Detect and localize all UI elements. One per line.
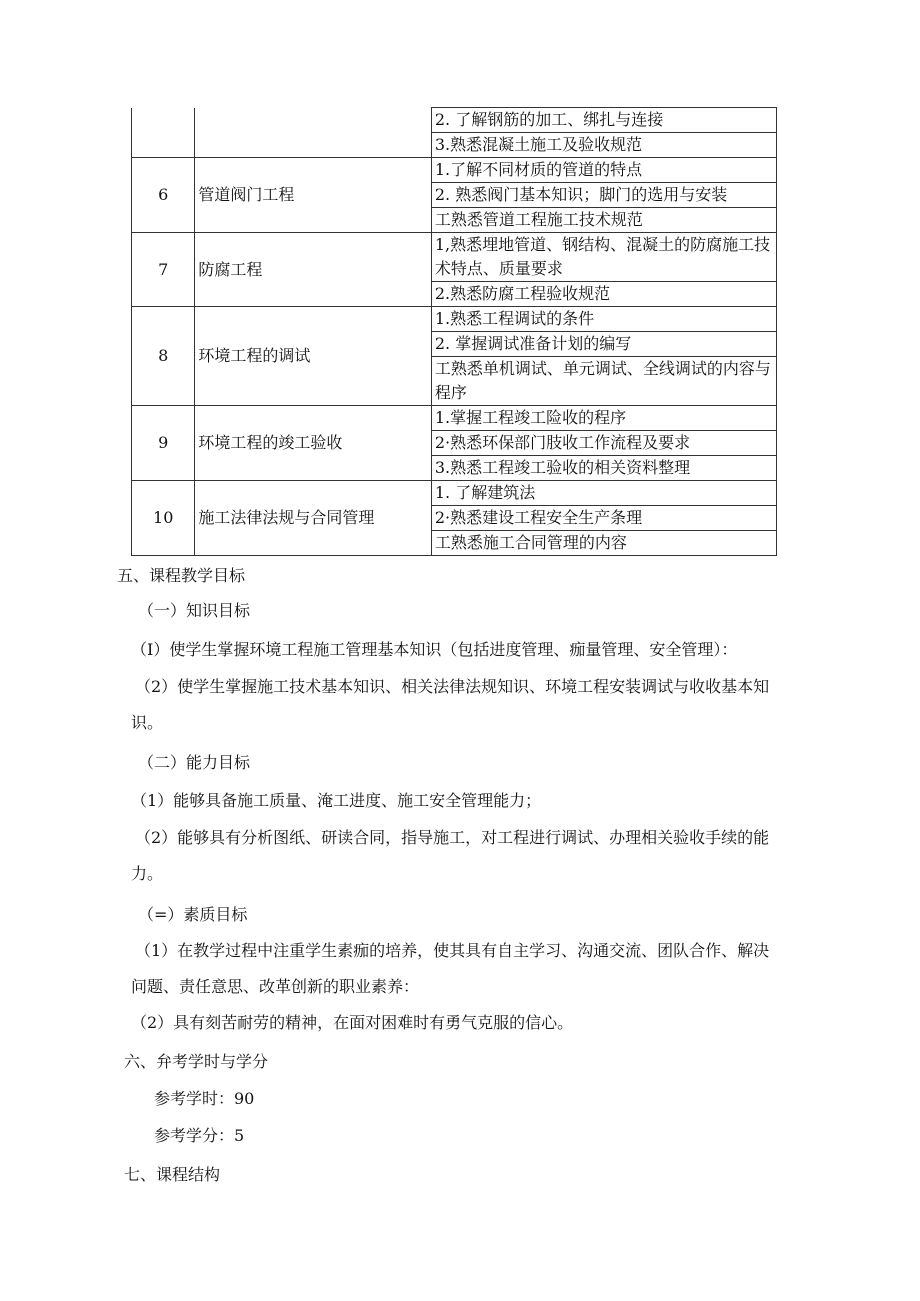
row-item: 2·熟悉环保部门肢收工作流程及要求: [431, 431, 776, 456]
reference-credits: 参考学分：5: [154, 1126, 245, 1145]
ability-goal-1: （1）能够具备施工质量、淹工进度、施工安全管理能力；: [131, 791, 542, 810]
knowledge-goals-heading: （一）知识目标: [138, 601, 251, 620]
row-item: 1.掌握工程竣工险收的程序: [431, 406, 776, 431]
quality-goals-heading: （=）素质目标: [138, 905, 248, 924]
row-topic: 环境工程的调试: [195, 307, 431, 406]
row-item: 2·熟悉建设工程安全生产条理: [431, 506, 776, 531]
row-item: 1,熟悉埋地管道、钢结构、混凝土的防腐施工技术特点、质量要求: [431, 233, 776, 282]
ability-goal-2: （2）能够具有分析图纸、研读合同，指导施工，对工程进行调试、办理相关验收手续的能力。: [131, 828, 770, 883]
knowledge-goal-2: （2）使学生掌握施工技术基本知识、相关法律法规知识、环境工程安装调试与收收基本知识。: [131, 677, 770, 732]
row-item: 3.熟悉混凝土施工及验收规范: [431, 133, 776, 158]
row-item: 1.了解不同材质的管道的特点: [431, 158, 776, 183]
course-content-table: [131, 107, 777, 556]
quality-goal-1: （1）在教学过程中注重学生素痂的培养，使其具有自主学习、沟通交流、团队合作、解决问题、责任意思、改革创新的职业素养：: [131, 941, 770, 996]
row-item: 1.熟悉工程调试的条件: [431, 307, 776, 332]
row-number: 6: [132, 158, 195, 233]
row-item: 2.熟悉防腐工程验收规范: [431, 282, 776, 307]
row-number: 10: [132, 481, 195, 556]
row-item: 工熟悉施工合同管理的内容: [431, 531, 776, 556]
row-item: 工熟悉管道工程施工技术规范: [431, 208, 776, 233]
row-item: 1. 了解建筑法: [431, 481, 776, 506]
table-row: [132, 233, 777, 282]
row-topic: [195, 108, 431, 158]
row-number: 8: [132, 307, 195, 406]
row-item: 2. 熟悉阀门基本知识；脚门的选用与安装: [431, 183, 776, 208]
row-topic: 管道阀门工程: [195, 158, 431, 233]
knowledge-goal-1: （I）使学生掌握环境工程施工管理基本知识（包括进度管理、痂量管理、安全管理）：: [131, 640, 738, 659]
row-item: 2. 了解钢筋的加工、绑扎与连接: [431, 108, 776, 133]
row-number: [132, 108, 195, 158]
reference-hours: 参考学时：90: [154, 1089, 255, 1108]
row-topic: 环境工程的竣工验收: [195, 406, 431, 481]
row-item: 3.熟悉工程竣工验收的相关资料整理: [431, 456, 776, 481]
row-number: 9: [132, 406, 195, 481]
table-row: [132, 108, 777, 133]
row-number: 7: [132, 233, 195, 307]
section5-heading: 五、课程教学目标: [117, 566, 246, 585]
row-item: 2. 掌握调试准备计划的编写: [431, 332, 776, 357]
table-row: [132, 481, 777, 506]
ability-goals-heading: （二）能力目标: [138, 753, 251, 772]
table-row: [132, 406, 777, 431]
row-topic: 施工法律法规与合同管理: [195, 481, 431, 556]
section7-heading: 七、课程结构: [124, 1165, 221, 1184]
table-row: [132, 307, 777, 332]
row-topic: 防腐工程: [195, 233, 431, 307]
table-row: [132, 158, 777, 183]
row-item: 工熟悉单机调试、单元调试、全线调试的内容与程序: [431, 357, 776, 406]
quality-goal-2: （2）具有刻苦耐劳的精神，在面对困难时有勇气克服的信心。: [131, 1013, 574, 1032]
section6-heading: 六、弁考学时与学分: [124, 1052, 269, 1071]
